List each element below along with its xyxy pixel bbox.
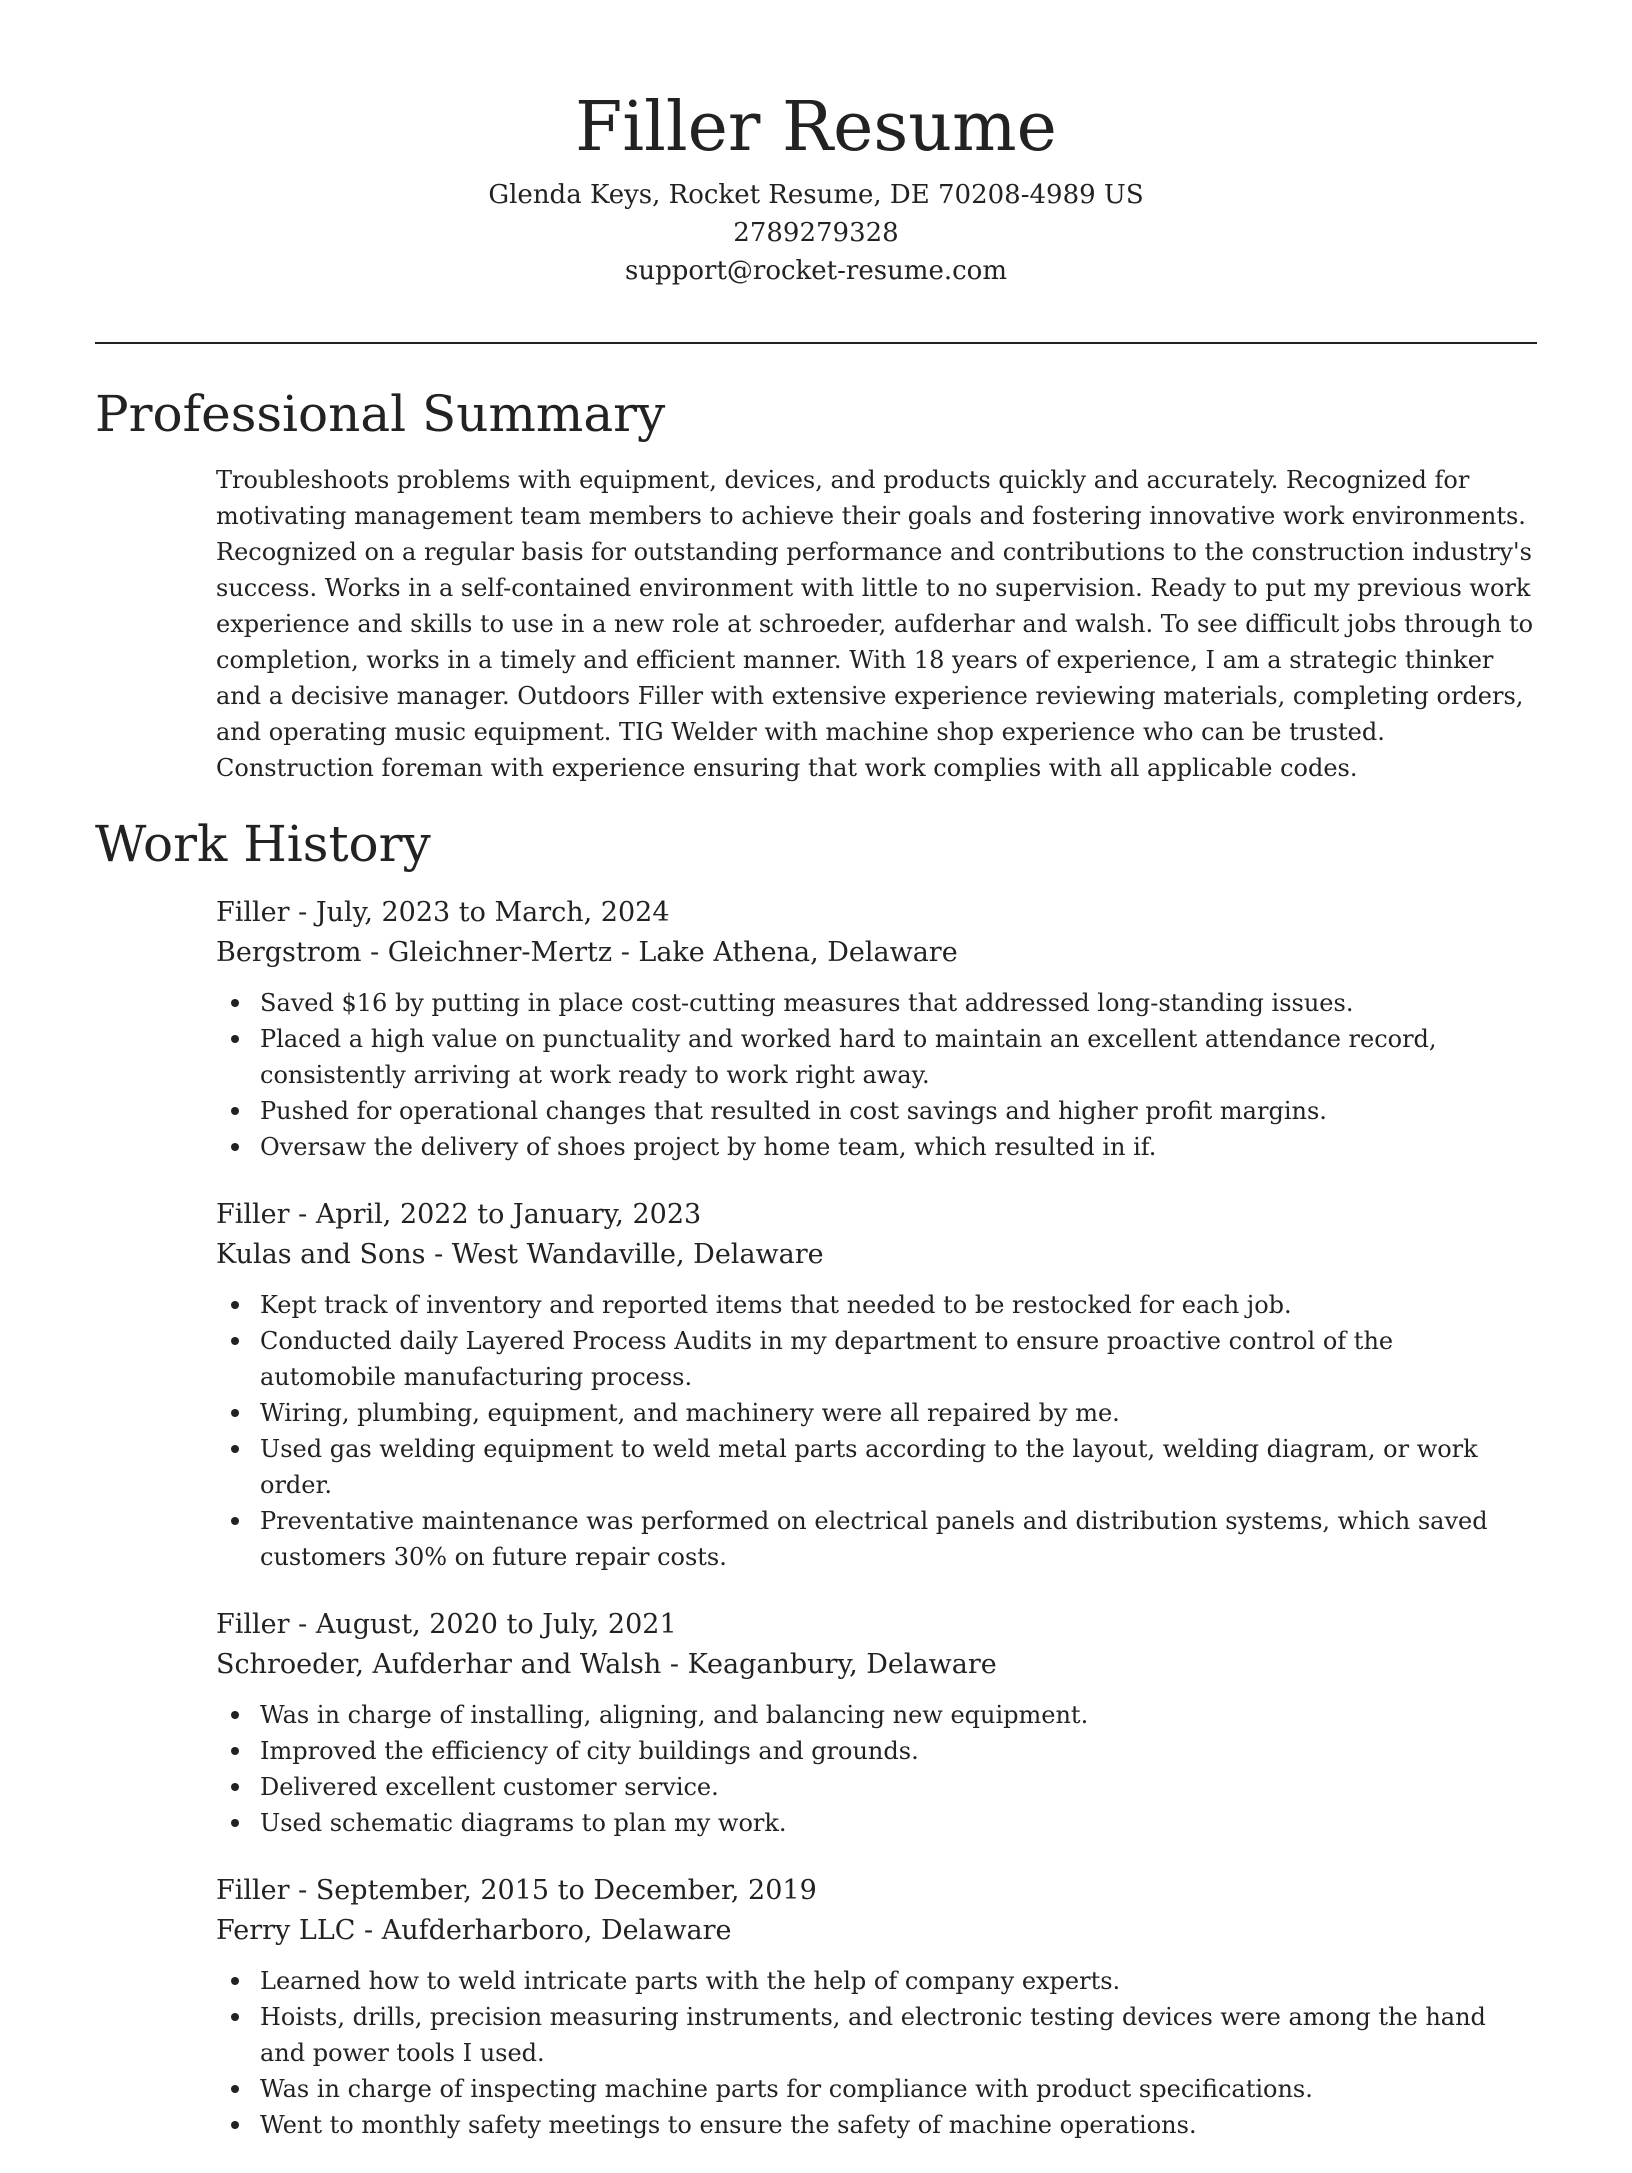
job-bullet: Hoists, drills, precision measuring instruments, and electronic testing devices were among the hand and power tools I used.	[260, 1999, 1536, 2071]
contact-address: Glenda Keys, Rocket Resume, DE 70208-4989 US	[488, 180, 1144, 210]
job-bullet: Placed a high value on punctuality and worked hard to maintain an excellent attendance record, consistently arriving at work ready to work right away.	[260, 1021, 1536, 1093]
job-bullet: Pushed for operational changes that resulted in cost savings and higher profit margins.	[260, 1093, 1536, 1129]
job-bullet: Improved the efficiency of city buildings and grounds.	[260, 1733, 1536, 1769]
summary-text: Troubleshoots problems with equipment, devices, and products quickly and accurately. Recognized for motivating management team members to achieve their goals and fostering innovative work environments. Recognized on a regular basis for outstanding performance and contributions to the construction industry's success. Works in a self-contained environment with little to no supervision. Ready to put my previous work experience and skills to use in a new role at schroeder, aufderhar and walsh. To see difficult jobs through to completion, works in a timely and efficient manner. With 18 years of experience, I am a strategic thinker and a decisive manager. Outdoors Filler with extensive experience reviewing materials, completing orders, and operating music equipment. TIG Welder with machine shop experience who can be trusted. Construction foreman with experience ensuring that work complies with all applicable codes.	[216, 466, 1534, 782]
job-company: Schroeder, Aufderhar and Walsh	[216, 1649, 662, 1680]
job-bullet: Wiring, plumbing, equipment, and machinery were all repaired by me.	[260, 1395, 1536, 1431]
contact-email: support@rocket-resume.com	[624, 256, 1007, 286]
job-bullets	[216, 1287, 1536, 1575]
job-location: - West Wandaville, Delaware	[425, 1239, 824, 1270]
job-bullet: Delivered excellent customer service.	[260, 1769, 1536, 1805]
resume-name: Filler Resume	[575, 88, 1057, 167]
job-entry	[216, 1195, 1536, 1575]
job-bullets	[216, 1963, 1536, 2143]
job-bullet: Used gas welding equipment to weld metal parts according to the layout, welding diagram, or work order.	[260, 1431, 1536, 1503]
job-company-line	[216, 1645, 1536, 1685]
job-bullet: Preventative maintenance was performed on electrical panels and distribution systems, which saved customers 30% on future repair costs.	[260, 1503, 1536, 1575]
job-title-dates: Filler - August, 2020 to July, 2021	[216, 1609, 677, 1640]
contact-phone: 2789279328	[733, 218, 899, 248]
job-entry	[216, 1871, 1536, 2143]
job-bullet: Kept track of inventory and reported items that needed to be restocked for each job.	[260, 1287, 1536, 1323]
job-company: Bergstrom - Gleichner-Mertz	[216, 937, 613, 968]
header-divider	[95, 342, 1537, 344]
job-location: - Lake Athena, Delaware	[612, 937, 958, 968]
job-title-dates: Filler - April, 2022 to January, 2023	[216, 1199, 702, 1230]
job-bullet: Conducted daily Layered Process Audits in my department to ensure proactive control of the automobile manufacturing process.	[260, 1323, 1536, 1395]
work-history-heading: Work History	[95, 815, 431, 873]
summary-heading: Professional Summary	[95, 385, 666, 443]
job-bullets	[216, 985, 1536, 1165]
job-bullet: Oversaw the delivery of shoes project by home team, which resulted in if.	[260, 1129, 1536, 1165]
job-bullet: Was in charge of installing, aligning, and balancing new equipment.	[260, 1697, 1536, 1733]
job-bullet: Went to monthly safety meetings to ensure the safety of machine operations.	[260, 2107, 1536, 2143]
job-title-dates: Filler - September, 2015 to December, 2019	[216, 1875, 817, 1906]
job-company: Kulas and Sons	[216, 1239, 426, 1270]
job-company-line	[216, 1911, 1536, 1951]
work-history-list	[216, 893, 1536, 2173]
job-bullets	[216, 1697, 1536, 1841]
job-bullet: Was in charge of inspecting machine parts for compliance with product specifications.	[260, 2071, 1536, 2107]
job-bullet: Learned how to weld intricate parts with the help of company experts.	[260, 1963, 1536, 1999]
job-company-line	[216, 1235, 1536, 1275]
resume-header	[95, 80, 1537, 290]
job-title-dates: Filler - July, 2023 to March, 2024	[216, 897, 670, 928]
job-location: - Keaganbury, Delaware	[661, 1649, 997, 1680]
job-location: - Aufderharboro, Delaware	[355, 1915, 732, 1946]
job-company: Ferry LLC	[216, 1915, 356, 1946]
job-entry	[216, 1605, 1536, 1841]
job-bullet: Saved $16 by putting in place cost-cutting measures that addressed long-standing issues.	[260, 985, 1536, 1021]
job-bullet: Used schematic diagrams to plan my work.	[260, 1805, 1536, 1841]
job-company-line	[216, 933, 1536, 973]
job-entry	[216, 893, 1536, 1165]
